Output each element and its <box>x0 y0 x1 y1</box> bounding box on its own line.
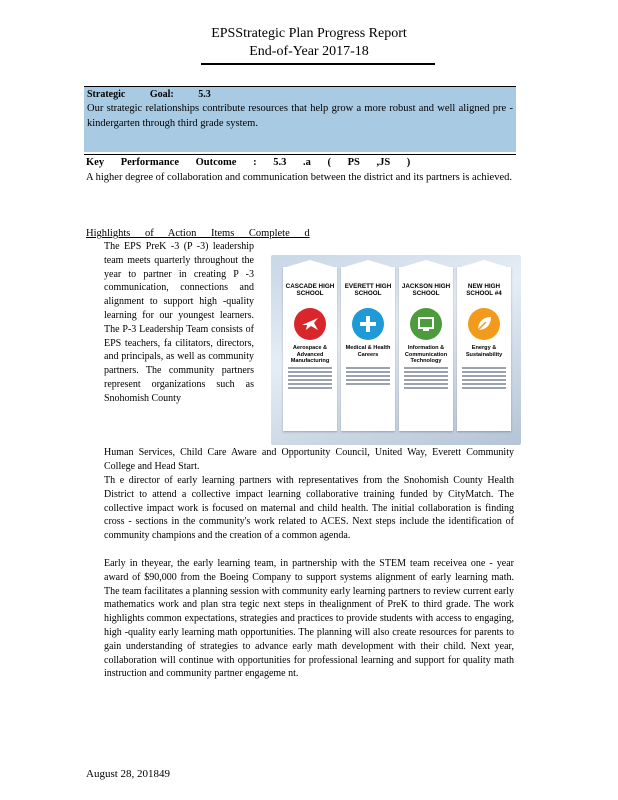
poster-school-name: EVERETT HIGH SCHOOL <box>344 283 392 297</box>
highlight-item-3: Early in theyear, the early learning team, in partnership with the STEM team receivea one - year award of $90,000 from the Boeing Company to support systems alignment of early learning math. The team facilitates a planning session with community early learning partners to review current early mathematics work and plan stra tegic next steps in thealignment of PreK to third grade. The work highlights common expectations, strategies and practices to provide students with access to engaging, high -quality early learning math opportunities. The planning will also create resources for parents to gain understanding of strategies to advance early math development with their child. Next year, collaboration will continue with opportunities for professional learning and support for quality math instruction and community partner engageme nt. <box>104 558 514 680</box>
poster-school-name: CASCADE HIGH SCHOOL <box>285 283 335 297</box>
kpo-heading: Key Performance Outcome : 5.3 .a ( PS ,JS ) <box>86 157 411 168</box>
report-subtitle: End-of-Year 2017-18 <box>249 44 369 59</box>
title-underline <box>201 63 435 65</box>
poster-pathway: Energy & Sustainability <box>465 345 503 358</box>
highlight-item-1-continued: Human Services, Child Care Aware and Opportunity Council, United Way, Everett Community College and Head Start. <box>104 447 514 472</box>
strategic-goal-heading: Strategic Goal: 5.3 <box>87 89 211 100</box>
kpo-divider <box>84 154 516 155</box>
strategic-goal-box <box>84 86 516 152</box>
kpo-text: A higher degree of collaboration and communication between the district and its partners is achieved. <box>86 172 512 183</box>
poster-pathway: Aerospace & Advanced Manufacturing <box>290 345 330 364</box>
poster-school-name: NEW HIGH SCHOOL #4 <box>466 283 502 297</box>
poster-column-new-hs4 <box>457 267 511 431</box>
poster-pathway: Medical & Health Careers <box>345 345 391 358</box>
strategic-goal-text: Our strategic relationships contribute resources that help grow a more robust and well aligned pre - kindergarten through third grade system. <box>87 103 513 129</box>
medical-icon <box>352 308 384 340</box>
leaf-icon <box>468 308 500 340</box>
airplane-icon <box>294 308 326 340</box>
poster-column-jackson <box>399 267 453 431</box>
highlight-item-1: The EPS PreK -3 (P -3) leadership team meets quarterly throughout the year to partner in creating P -3 communication, connections and alignment to support high -quality learning for our youngest learners. The P-3 Leadership Team consists of EPS teachers, fa cilitators, directors, and principals, as well as community partners. The community partners represent organizations such as Snohomish County <box>104 241 254 404</box>
poster-pathway: Information & Communication Technology <box>404 345 448 364</box>
report-title: EPSStrategic Plan Progress Report <box>211 26 407 41</box>
footer-date: August 28, 201849 <box>86 768 171 780</box>
career-pathways-image <box>271 255 521 445</box>
poster-column-cascade <box>283 267 337 431</box>
highlight-item-2: Th e director of early learning partners with representatives from the Snohomish County Health District to attend a collective impact learning collaborative training funded by CityMatch. The collective impact work is focused on maternal and child health. The initial collaboration is finding cross - sections in the community's work related to ACES. Next steps include the identification of community champions and the creation of a common agenda. <box>104 475 514 542</box>
poster-column-everett <box>341 267 395 431</box>
poster-school-name: JACKSON HIGH SCHOOL <box>401 283 451 297</box>
highlights-heading: Highlights of Action Items Complete d <box>86 228 310 239</box>
computer-icon <box>410 308 442 340</box>
